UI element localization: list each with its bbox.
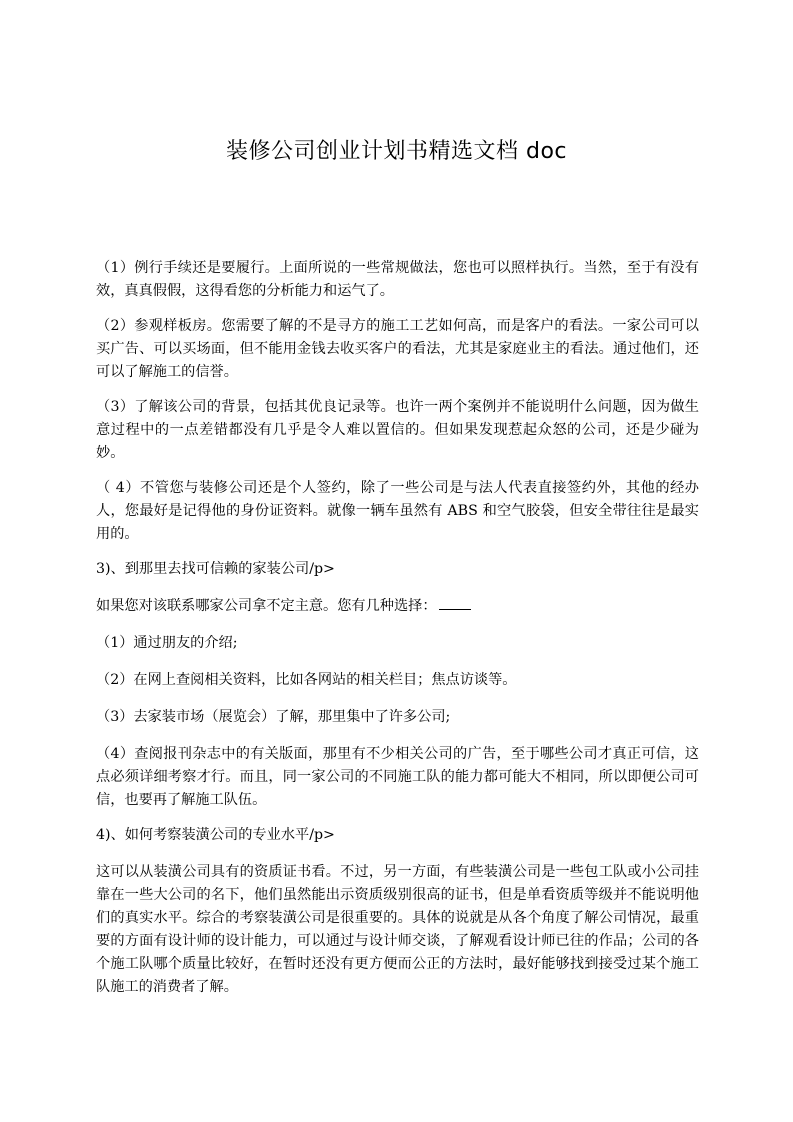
paragraph-qualification-evaluation: 这可以从装潢公司具有的资质证书看。不过，另一方面，有些装潢公司是一些包工队或小公司挂靠在一些大公司的名下，他们虽然能出示资质级别很高的证书，但是单看资质等级并不能说明他们的真实水平。综合的考察装潢公司是很重要的。具体的说就是从各个角度了解公司情况，最重要的方面有设计师的设计能力，可以通过与设计师交谈，了解观看设计师已往的作品；公司的各个施工队哪个质量比较好，在暂时还没有更方便而公正的方法时，最好能够找到接受过某个施工队施工的消费者了解。 — [96, 864, 699, 995]
paragraph-choice-publications: （4）查阅报刊杂志中的有关版面，那里有不少相关公司的广告，至于哪些公司才真正可信，这点必须详细考察才行。而且，同一家公司的不同施工队的能力都可能大不相同，所以即便公司可信，也要再了解施工队伍。 — [96, 746, 699, 808]
paragraph-choice-online: （2）在网上查阅相关资料，比如各网站的相关栏目；焦点访谈等。 — [96, 672, 517, 688]
document-title: 装修公司创业计划书精选文档 doc — [225, 139, 567, 164]
paragraph-choices-intro — [96, 595, 699, 618]
section-heading-find-company: 3)、到那里去找可信赖的家装公司/p> — [96, 561, 335, 577]
paragraph-signing-contract: （ 4）不管您与装修公司还是个人签约，除了一些公司是与法人代表直接签约外，其他的经办人，您最好是记得他的身份证资料。就像一辆车虽然有 ABS 和空气胶袋，但安全带往往是最实用的。 — [96, 480, 699, 542]
paragraph-company-background: （3）了解该公司的背景，包括其优良记录等。也许一两个案例并不能说明什么问题，因为做生意过程中的一点差错都没有几乎是令人难以置信的。但如果发现惹起众怒的公司，还是少碰为妙。 — [96, 399, 699, 461]
blank-underline — [439, 595, 471, 610]
document-body — [96, 257, 699, 1011]
paragraph-choice-friends: （1）通过朋友的介绍; — [96, 635, 238, 651]
section-heading-professional-level: 4)、如何考察装潢公司的专业水平/p> — [96, 827, 335, 843]
paragraph-choice-market: （3）去家装市场（展览会）了解，那里集中了许多公司; — [96, 709, 451, 725]
paragraph-visit-model-house: （2）参观样板房。您需要了解的不是寻方的施工工艺如何高，而是客户的看法。一家公司可以买广告、可以买场面，但不能用金钱去收买客户的看法，尤其是家庭业主的看法。通过他们，还可以了解施工的信誉。 — [96, 318, 699, 380]
choices-intro-text: 如果您对该联系哪家公司拿不定主意。您有几种选择： — [96, 598, 437, 614]
paragraph-routine-procedures: （1）例行手续还是要履行。上面所说的一些常规做法，您也可以照样执行。当然，至于有没有效，真真假假，这得看您的分析能力和运气了。 — [96, 260, 699, 299]
